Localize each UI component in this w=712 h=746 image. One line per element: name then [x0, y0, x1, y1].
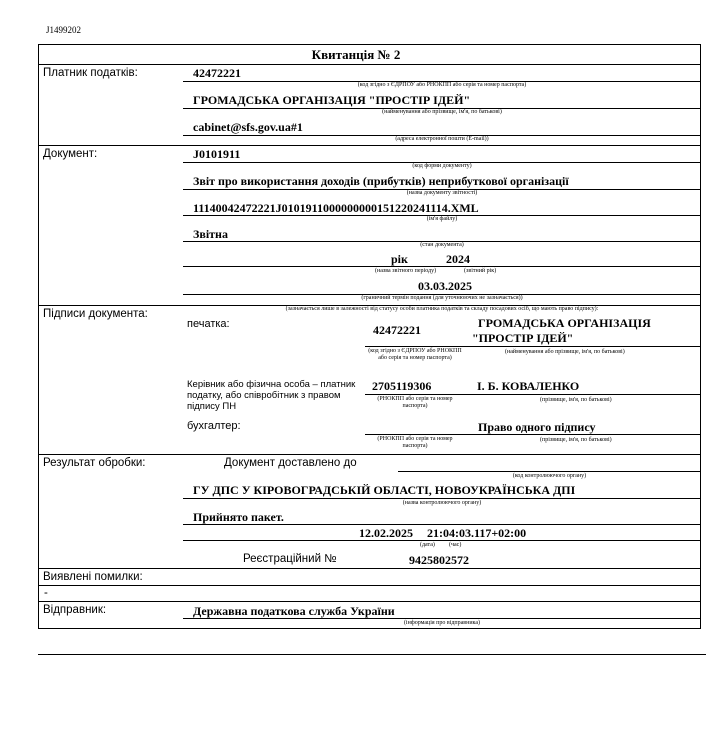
seal-code-caption: (код згідно з ЄДРПОУ або РНОКПП або серія та номер паспорта) — [368, 348, 462, 361]
field-line — [183, 618, 701, 619]
deadline-date: 03.03.2025 — [418, 279, 472, 293]
payer-label: Платник податків: — [43, 67, 138, 79]
payer-code: 42472221 — [193, 66, 241, 80]
control-code-caption: (код контролюючого органу) — [512, 473, 587, 479]
year-caption: (звітний рік) — [464, 268, 497, 274]
field-line — [183, 498, 701, 499]
date-caption: (дата) — [420, 542, 435, 548]
head-name-caption: (прізвище, ім'я, по батькові) — [540, 397, 612, 403]
signatures-label: Підписи документа: — [43, 308, 148, 320]
field-line — [183, 524, 701, 525]
payer-name-caption: (найменування або прізвище, ім'я, по батькові) — [382, 109, 502, 115]
time-caption: (час) — [449, 542, 462, 548]
field-line — [365, 434, 701, 435]
separator — [38, 64, 701, 65]
period-caption: (назва звітного періоду) — [375, 268, 437, 274]
seal-label: печатка: — [187, 318, 230, 330]
signatures-note: (зазначається лише в залежності від статусу особи платника податків та складу посадових осіб, що мають право підпису): — [285, 306, 599, 312]
document-label: Документ: — [43, 148, 98, 160]
registration-label: Реєстраційний № — [243, 553, 337, 565]
processing-date: 12.02.2025 — [359, 526, 413, 540]
file-name-caption: (ім'я файлу) — [426, 216, 458, 222]
bottom-rule — [38, 654, 706, 655]
file-name: 11140042472221J0101911000000000151220241114.XML — [193, 201, 479, 215]
head-label: Керівник або фізична особа – платник податку, або співробітник з правом підпису ПН — [187, 379, 356, 412]
form-code-caption: (код форми документу) — [412, 163, 472, 169]
seal-name-caption: (найменування або прізвище, ім'я, по батькові) — [505, 349, 625, 355]
field-line — [365, 346, 701, 347]
seal-code: 42472221 — [373, 323, 421, 337]
sender-caption: (інформація про відправника) — [403, 620, 481, 626]
payer-email: cabinet@sfs.gov.ua#1 — [193, 120, 303, 134]
registration-number: 9425802572 — [409, 553, 469, 567]
accountant-name-caption: (прізвище, ім'я, по батькові) — [540, 437, 612, 443]
result-label: Результат обробки: — [43, 457, 146, 469]
field-line — [183, 540, 701, 541]
separator — [38, 145, 701, 146]
accountant-name: Право одного підпису — [478, 420, 596, 434]
head-code: 2705119306 — [372, 379, 432, 393]
accountant-label: бухгалтер: — [187, 420, 241, 432]
field-line — [398, 471, 701, 472]
processing-time: 21:04:03.117+02:00 — [427, 526, 527, 540]
head-name: І. Б. КОВАЛЕНКО — [477, 379, 580, 393]
form-code: J0101911 — [193, 147, 241, 161]
errors-label: Виявлені помилки: — [43, 571, 143, 583]
delivered-text: Документ доставлено до — [224, 457, 357, 469]
reporting-year: 2024 — [446, 252, 470, 266]
separator — [38, 585, 701, 586]
separator — [38, 601, 701, 602]
processing-status: Прийнято пакет. — [193, 510, 284, 524]
seal-name-line2: "ПРОСТІР ІДЕЙ" — [472, 331, 574, 345]
errors-value: - — [44, 587, 48, 599]
document-status-caption: (стан документа) — [420, 242, 464, 248]
reporting-period: рік — [391, 252, 408, 266]
field-line — [183, 266, 701, 267]
authority-caption: (назва контролюючого органу) — [402, 500, 482, 506]
sender-label: Відправник: — [43, 604, 107, 616]
document-name-caption: (назва документу звітності) — [406, 190, 478, 196]
field-line — [365, 394, 701, 395]
separator — [38, 454, 701, 455]
separator — [38, 568, 701, 569]
seal-name-line1: ГРОМАДСЬКА ОРГАНІЗАЦІЯ — [478, 316, 651, 330]
sender-value: Державна податкова служба України — [193, 604, 395, 618]
deadline-caption: (граничний термін подання (для уточнюючих не зазначається)) — [361, 295, 523, 301]
receipt-title: Квитанція № 2 — [311, 47, 401, 62]
payer-code-caption: (код згідно з ЄДРПОУ або РНОКПП або серія та номер паспорта) — [357, 82, 527, 88]
authority-name: ГУ ДПС У КІРОВОГРАДСЬКІЙ ОБЛАСТІ, НОВОУКРАЇНСЬКА ДПІ — [193, 483, 576, 497]
document-status: Звітна — [193, 227, 228, 241]
receipt-frame — [38, 44, 701, 629]
payer-email-caption: (адреса електронної пошти (E-mail)) — [395, 136, 489, 142]
head-code-caption: (РНОКПП або серія та номер паспорта) — [377, 396, 453, 409]
accountant-code-caption: (РНОКПП або серія та номер паспорта) — [377, 436, 453, 449]
payer-name: ГРОМАДСЬКА ОРГАНІЗАЦІЯ "ПРОСТІР ІДЕЙ" — [193, 93, 471, 107]
document-code: J1499202 — [46, 25, 82, 35]
document-name: Звіт про використання доходів (прибутків) неприбуткової організації — [193, 174, 569, 188]
